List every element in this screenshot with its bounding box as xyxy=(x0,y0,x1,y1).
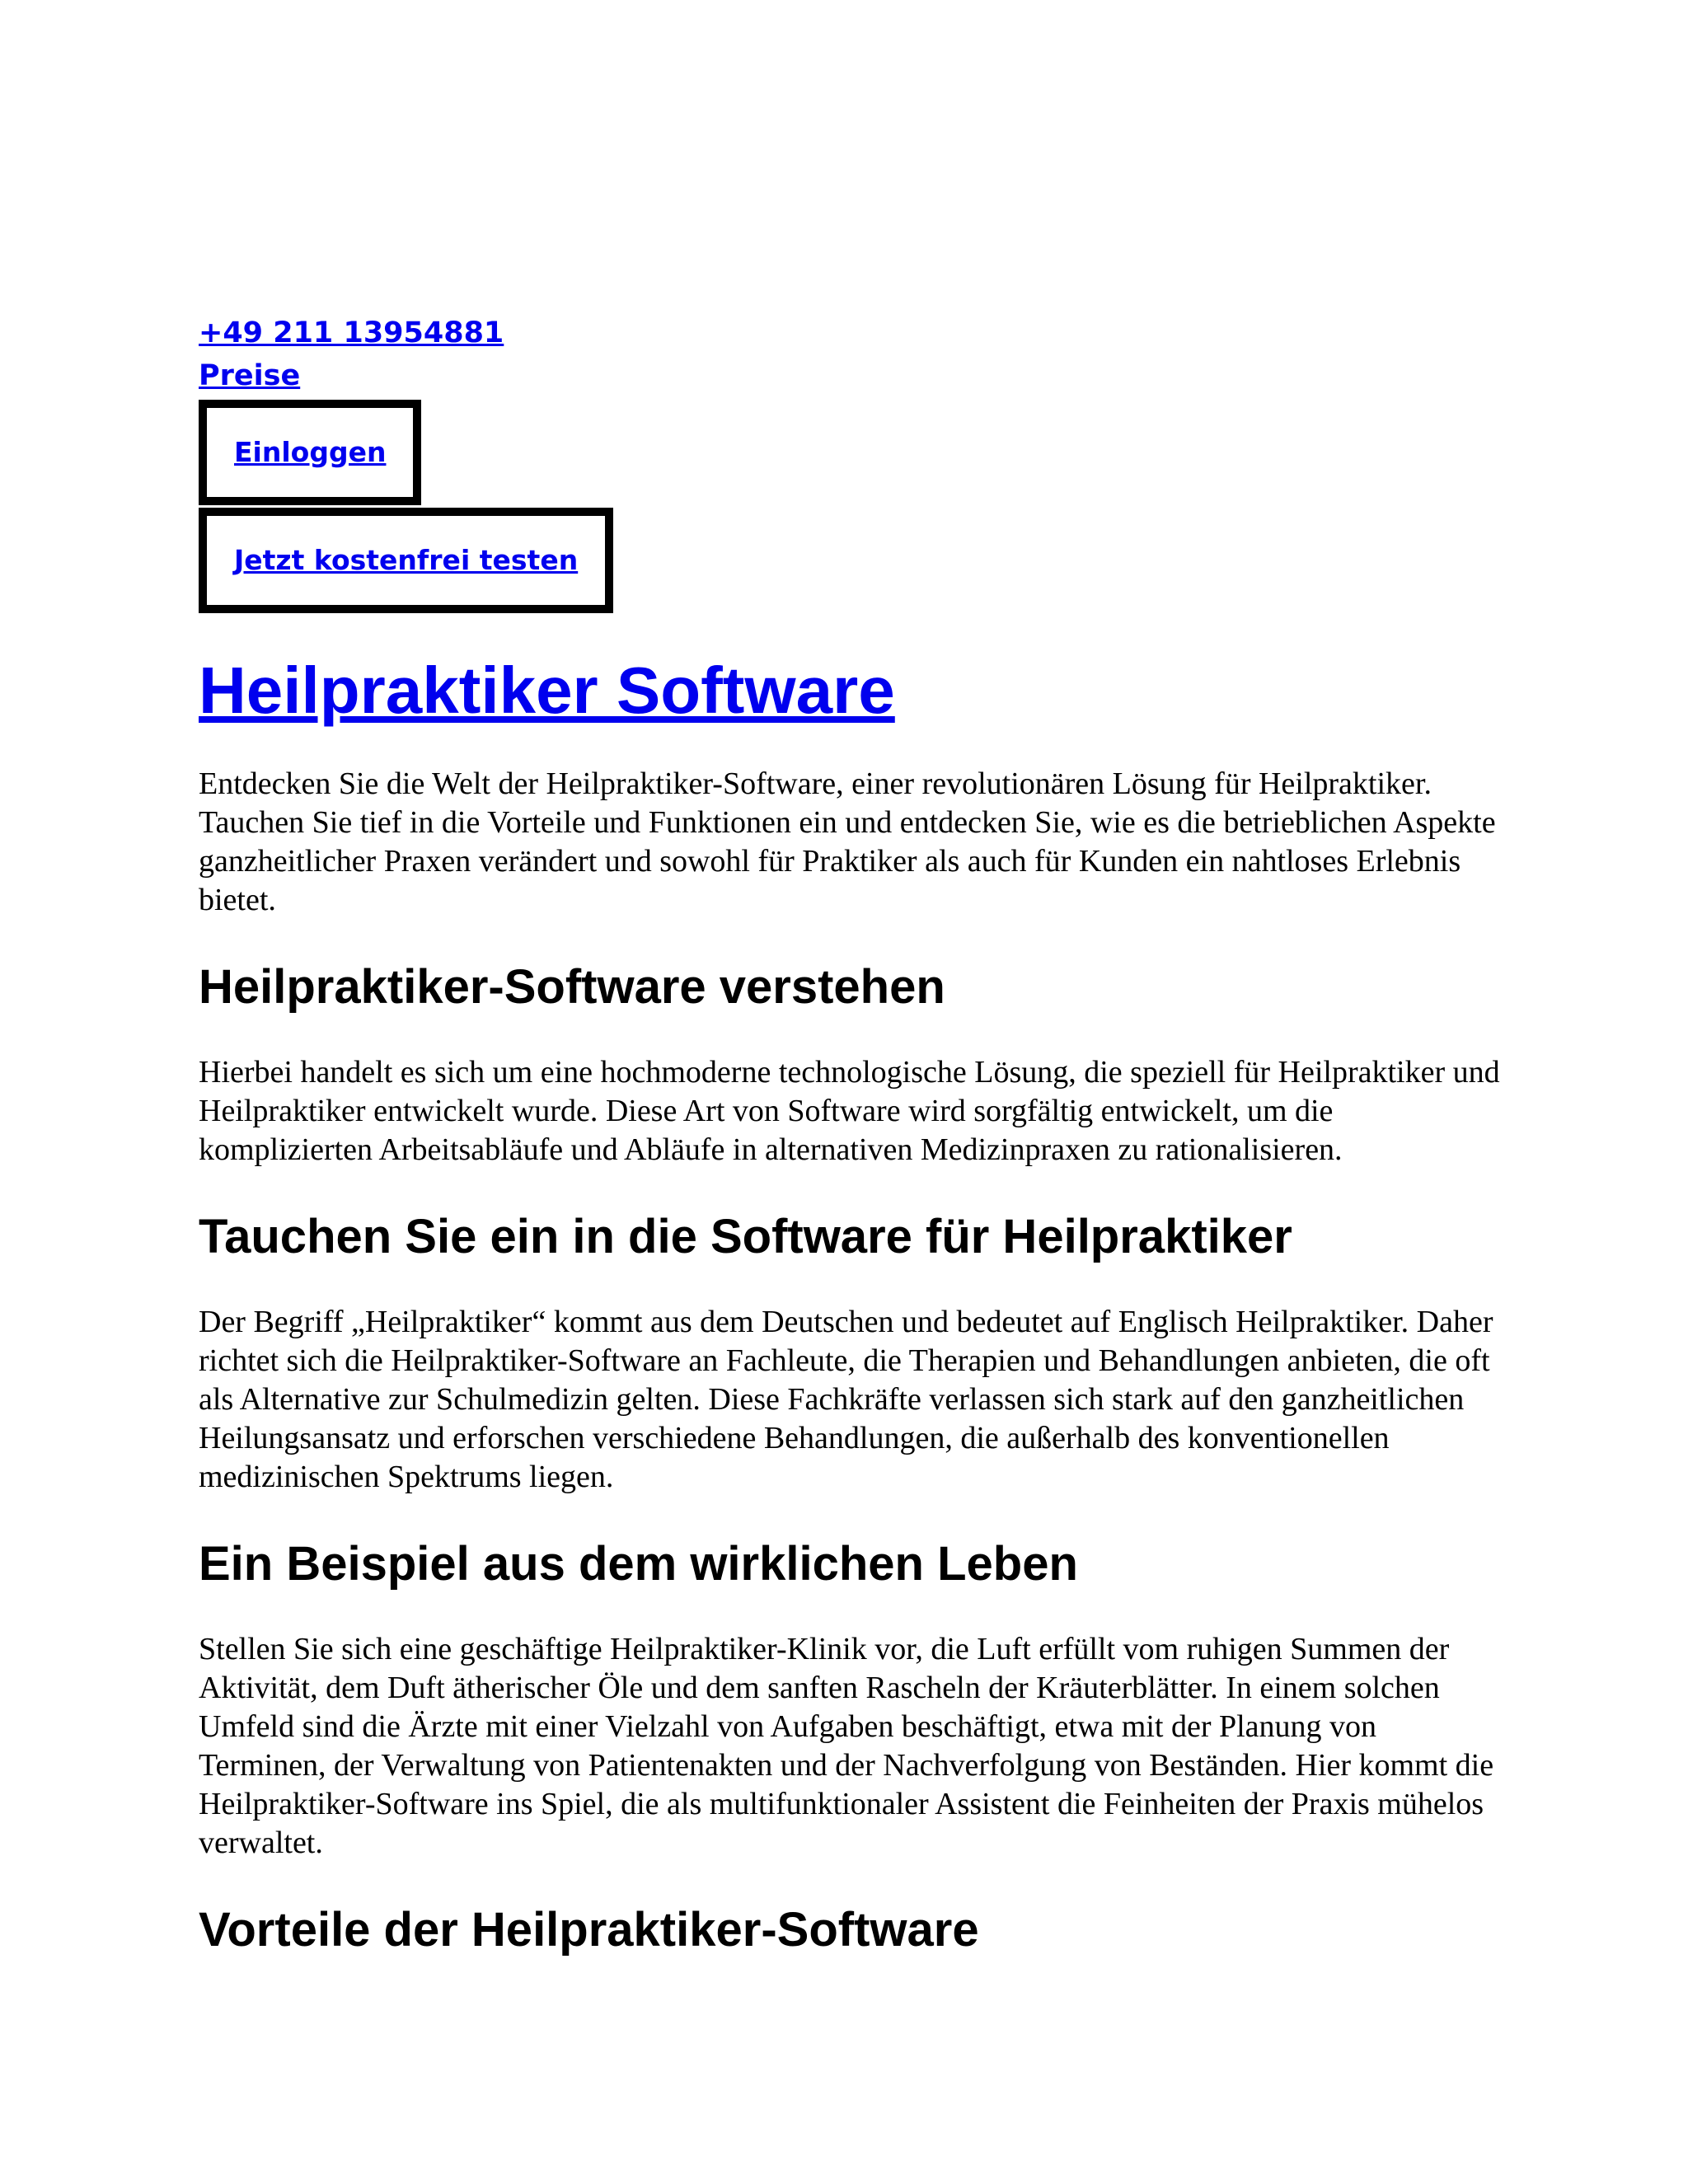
section-heading-understanding: Heilpraktiker-Software verstehen xyxy=(199,960,945,1014)
page-title-link[interactable]: Heilpraktiker Software xyxy=(199,654,895,727)
page-content xyxy=(199,312,1501,1960)
login-button[interactable]: Einloggen xyxy=(199,400,421,505)
free-trial-button[interactable]: Jetzt kostenfrei testen xyxy=(199,508,613,613)
page-title xyxy=(199,649,1501,732)
prices-link[interactable]: Preise xyxy=(199,359,301,392)
section-text-dive-in: Der Begriff „Heilpraktiker“ kommt aus dem Deutschen und bedeutet auf Englisch Heilpraktiker. Daher richtet sich die Heilpraktiker-Software an Fachleute, die Therapien und Behandlungen anbieten, die oft als Alternative zur Schulmedizin gelten. Diese Fachkräfte verlassen sich stark auf den ganzheitlichen Heilungsansatz und erforschen verschiedene Behandlungen, die außerhalb des konventionellen medizinischen Spektrums liegen. xyxy=(199,1305,1493,1494)
section-heading-benefits: Vorteile der Heilpraktiker-Software xyxy=(199,1903,979,1957)
section-text-real-life-example: Stellen Sie sich eine geschäftige Heilpraktiker-Klinik vor, die Luft erfüllt vom ruhigen Summen der Aktivität, dem Duft ätherischer Öle und dem sanften Rascheln der Kräuterblätter. In einem solchen Umfeld sind die Ärzte mit einer Vielzahl von Aufgaben beschäftigt, etwa mit der Planung von Terminen, der Verwaltung von Patientenakten und der Nachverfolgung von Beständen. Hier kommt die Heilpraktiker-Software ins Spiel, die als multifunktionaler Assistent die Feinheiten der Praxis mühelos verwaltet. xyxy=(199,1632,1494,1860)
intro-paragraph: Entdecken Sie die Welt der Heilpraktiker-Software, einer revolutionären Lösung für Heilpraktiker. Tauchen Sie tief in die Vorteile und Funktionen ein und entdecken Sie, wie es die betrieblichen Aspekte ganzheitlicher Praxen verändert und sowohl für Praktiker als auch für Kunden ein nahtloses Erlebnis bietet. xyxy=(199,766,1496,917)
section-text-understanding: Hierbei handelt es sich um eine hochmoderne technologische Lösung, die speziell für Heilpraktiker und Heilpraktiker entwickelt wurde. Diese Art von Software wird sorgfältig entwickelt, um die komplizierten Arbeitsabläufe und Abläufe in alternativen Medizinpraxen zu rationalisieren. xyxy=(199,1055,1500,1167)
phone-link[interactable]: +49 211 13954881 xyxy=(199,316,504,349)
section-heading-dive-in: Tauchen Sie ein in die Software für Heilpraktiker xyxy=(199,1210,1292,1263)
section-heading-real-life-example: Ein Beispiel aus dem wirklichen Leben xyxy=(199,1537,1078,1591)
top-navigation xyxy=(199,312,1501,613)
